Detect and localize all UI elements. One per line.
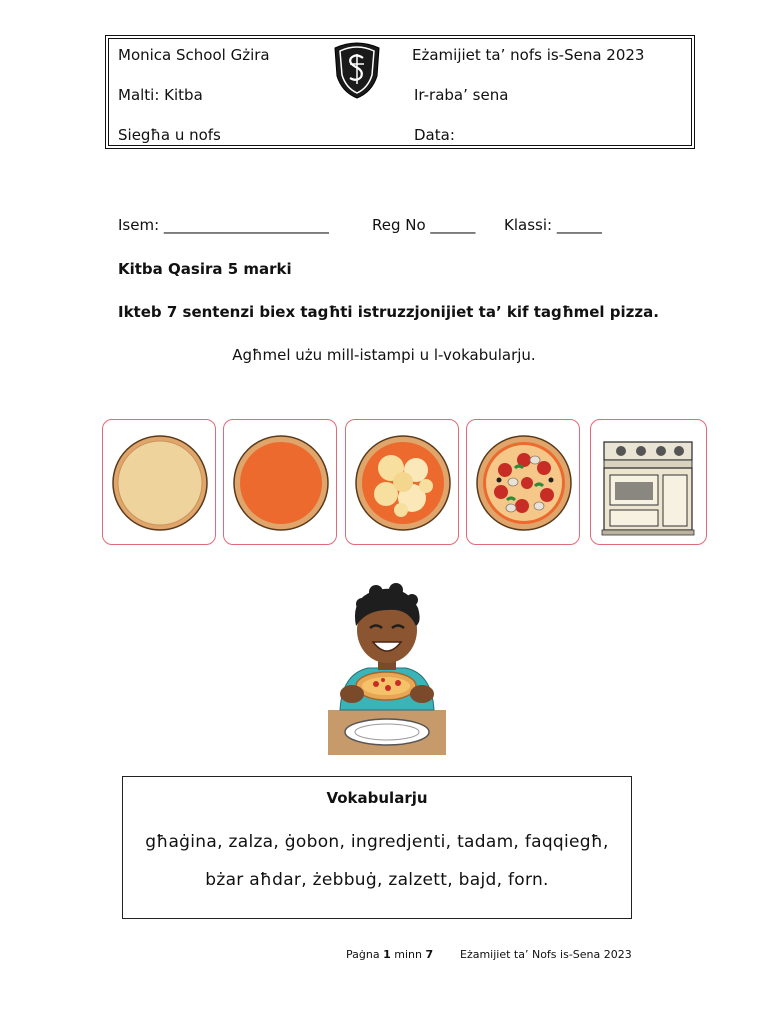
- page-current: 1: [383, 948, 391, 961]
- oven-card: [590, 419, 707, 545]
- pizza-dough-card: [102, 419, 216, 545]
- class-field[interactable]: Klassi: ______: [504, 216, 602, 234]
- page-prefix: Paġna: [346, 948, 380, 961]
- pizza-cheese-icon: [346, 420, 460, 546]
- duration-label: Siegħa u nofs: [118, 126, 221, 144]
- pizza-cheese-card: [345, 419, 459, 545]
- footer-exam: Eżamijiet ta’ Nofs is-Sena 2023: [460, 948, 632, 961]
- boy-eating-pizza-icon: [328, 582, 446, 755]
- reg-no-field[interactable]: Reg No ______: [372, 216, 476, 234]
- name-field[interactable]: Isem: ______________________: [118, 216, 329, 234]
- pizza-sauce-icon: [224, 420, 338, 546]
- pizza-sauce-card: [223, 419, 337, 545]
- school-crest-icon: [332, 40, 382, 100]
- subject-label: Malti: Kitba: [118, 86, 203, 104]
- year-label: Ir-raba’ sena: [414, 86, 509, 104]
- page-number: [346, 948, 433, 961]
- pizza-dough-icon: [103, 420, 217, 546]
- vocabulary-box: [122, 776, 632, 919]
- vocabulary-line-1: għaġina, zalza, ġobon, ingredjenti, tadam, faqqiegħ,: [145, 832, 609, 852]
- oven-icon: [591, 420, 708, 546]
- school-name: Monica School Gżira: [118, 46, 270, 64]
- pizza-toppings-icon: [467, 420, 581, 546]
- page-total: 7: [425, 948, 434, 961]
- exam-title: Eżamijiet ta’ nofs is-Sena 2023: [412, 46, 645, 64]
- task-hint: Agħmel użu mill-istampi u l-vokabularju.: [232, 346, 536, 364]
- task-instruction: Ikteb 7 sentenzi biex tagħti istruzzjonijiet ta’ kif tagħmel pizza.: [118, 303, 659, 321]
- task-title: Kitba Qasira 5 marki: [118, 260, 292, 278]
- boy-eating-pizza-image: [328, 582, 446, 755]
- vocabulary-line-2: bżar aħdar, żebbuġ, zalzett, bajd, forn.: [205, 870, 549, 890]
- pizza-toppings-card: [466, 419, 580, 545]
- page-mid: minn: [394, 948, 422, 961]
- date-label: Data:: [414, 126, 455, 144]
- vocabulary-title: Vokabularju: [326, 789, 428, 807]
